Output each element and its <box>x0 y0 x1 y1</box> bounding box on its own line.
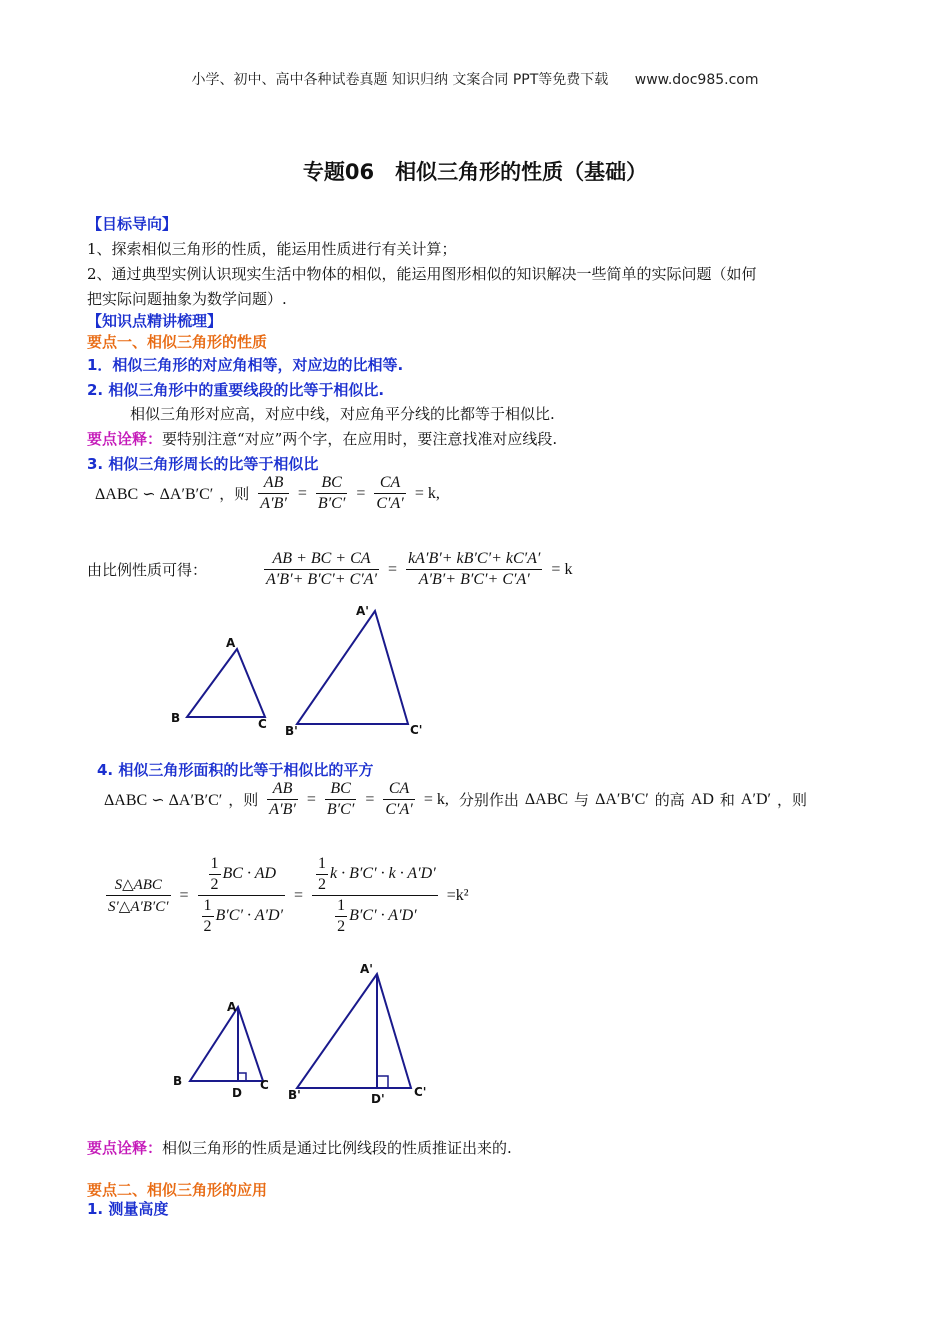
half-4 <box>335 897 347 936</box>
small-triangle-with-height <box>190 1007 263 1081</box>
label-a: A <box>226 636 236 650</box>
similar-statement: ΔABC ∽ ΔA′B′C′ <box>95 485 214 503</box>
heights-text-a: 分别作出 <box>458 791 519 809</box>
area-fraction-1-num <box>198 855 285 896</box>
half-4-num: 1 <box>335 897 347 917</box>
area-ratio <box>106 875 171 916</box>
label-a: A <box>227 1000 237 1014</box>
goal-item-2-line-2: 把实际问题抽象为数学问题）. <box>87 290 287 308</box>
by-proportion-text: 由比例性质可得： <box>87 561 208 579</box>
label-c-prime: C' <box>414 1085 427 1099</box>
half-3-num: 1 <box>316 855 328 875</box>
figure-triangles-with-heights <box>160 962 440 1107</box>
note-2-label: 要点诠释： <box>87 1139 163 1157</box>
note-1-label: 要点诠释： <box>87 430 163 448</box>
equals-sign: = <box>179 886 189 904</box>
half-1 <box>209 855 221 894</box>
heights-text-b: 与 <box>574 791 590 809</box>
goals-heading: 【目标导向】 <box>87 215 178 233</box>
ksum-num: kA′B′+ kB′C′+ kC′A′ <box>406 550 542 570</box>
ratio-formula <box>95 474 443 513</box>
equals-sign: = <box>388 560 398 578</box>
heights-text-c: 的高 <box>654 791 685 809</box>
ratio-ca-2-num: CA <box>383 780 414 800</box>
label-b-prime: B' <box>288 1088 301 1102</box>
equals-k-2: = k, <box>423 790 449 808</box>
label-a-prime: A' <box>356 604 369 618</box>
sum-ratio <box>264 550 379 589</box>
area-num: S△ABC <box>106 875 171 896</box>
equals-sign: = <box>297 484 307 502</box>
equals-sign: = <box>356 484 366 502</box>
area-formula <box>104 855 472 936</box>
point1-heading: 要点一、相似三角形的性质 <box>87 333 268 351</box>
area-fraction-1-den <box>198 896 285 936</box>
heights-tri1: ΔABC <box>524 790 569 808</box>
page-title: 专题06 相似三角形的性质（基础） <box>302 160 648 184</box>
ratio-bc-2-num: BC <box>325 780 356 800</box>
heights-h2: A′D′ <box>740 790 771 808</box>
ratio-bc <box>316 474 347 513</box>
property-4: 4. 相似三角形面积的比等于相似比的平方 <box>97 761 374 779</box>
goal-item-1: 1、探索相似三角形的性质，能运用性质进行有关计算； <box>87 240 457 258</box>
half-2 <box>202 897 214 936</box>
half-1-den: 2 <box>210 876 219 893</box>
ratio-ab-2 <box>267 780 298 819</box>
property-3: 3. 相似三角形周长的比等于相似比 <box>87 455 319 473</box>
ksum-den: A′B′+ B′C′+ C′A′ <box>418 571 530 588</box>
point2-heading: 要点二、相似三角形的应用 <box>87 1181 268 1199</box>
property-2: 2. 相似三角形中的重要线段的比等于相似比. <box>87 381 385 399</box>
half-1-num: 1 <box>209 855 221 875</box>
ratio-bc-2-den: B′C′ <box>326 801 355 818</box>
ksum-ratio <box>406 550 542 589</box>
label-d: D <box>232 1086 242 1100</box>
half-2-num: 1 <box>202 897 214 917</box>
label-c: C <box>258 717 267 731</box>
equals-sign: = <box>306 790 316 808</box>
ratio-bc-den: B′C′ <box>317 495 346 512</box>
heights-text-e: ，则 <box>777 791 808 809</box>
heights-h1: AD <box>690 790 714 808</box>
f1-num: BC · AD <box>222 865 277 883</box>
ratio-bc-num: BC <box>316 474 347 494</box>
area-ratio-statement <box>104 780 810 819</box>
label-c: C <box>260 1078 269 1092</box>
ratio-ca <box>374 474 405 513</box>
heights-tri2: ΔA′B′C′ <box>595 790 649 808</box>
half-4-den: 2 <box>337 918 346 935</box>
header-text: 小学、初中、高中各种试卷真题 知识归纳 文案合同 PPT等免费下载 <box>191 72 609 88</box>
ratio-ab <box>258 474 289 513</box>
heights-text-d: 和 <box>719 791 735 809</box>
sum-num: AB + BC + CA <box>264 550 379 570</box>
knowledge-heading: 【知识点精讲梳理】 <box>87 312 223 330</box>
area-fraction-2-num <box>312 855 438 896</box>
note-1-text: 要特别注意“对应”两个字，在应用时，要注意找准对应线段. <box>162 430 558 448</box>
note-2-text: 相似三角形的性质是通过比例线段的性质推证出来的. <box>162 1139 512 1157</box>
page-header <box>0 69 950 89</box>
similar-statement-2: ΔABC ∽ ΔA′B′C′ <box>104 791 223 809</box>
f2-den: B′C′ · A′D′ <box>349 907 417 925</box>
large-triangle-with-height <box>297 974 411 1088</box>
property-2-text: 相似三角形对应高，对应中线，对应角平分线的比都等于相似比. <box>130 405 555 423</box>
ratio-ca-num: CA <box>374 474 405 494</box>
ratio-ab-num: AB <box>258 474 289 494</box>
area-fraction-2-den <box>312 896 438 936</box>
label-d-prime: D' <box>371 1092 385 1106</box>
ratio-ca-2 <box>383 780 414 819</box>
then-text: ，则 <box>219 485 250 503</box>
equals-k-final: = k <box>551 560 573 578</box>
half-3 <box>316 855 328 894</box>
label-a-prime: A' <box>360 962 373 976</box>
label-b: B <box>173 1074 183 1088</box>
point2-sub-1: 1. 测量高度 <box>87 1200 169 1218</box>
goal-item-2-line-1: 2、通过典型实例认识现实生活中物体的相似，能运用图形相似的知识解决一些简单的实际问题（如何 <box>87 265 757 283</box>
area-result: =k² <box>446 886 469 904</box>
figure-similar-triangles <box>160 600 440 740</box>
note-2 <box>87 1137 512 1158</box>
half-2-den: 2 <box>203 918 212 935</box>
ratio-ca-den: C′A′ <box>376 495 404 512</box>
ratio-ca-2-den: C′A′ <box>385 801 413 818</box>
label-b-prime: B' <box>285 724 298 738</box>
label-c-prime: C' <box>410 723 423 737</box>
ratio-ab-den: A′B′ <box>260 495 287 512</box>
f2-num: k · B′C′ · k · A′D′ <box>330 865 436 883</box>
small-triangle <box>187 649 265 717</box>
ratio-ab-2-num: AB <box>267 780 298 800</box>
half-3-den: 2 <box>318 876 327 893</box>
area-fraction-2 <box>312 855 438 936</box>
header-url[interactable]: www.doc985.com <box>634 72 759 88</box>
perimeter-formula <box>87 550 575 589</box>
area-fraction-1 <box>198 855 285 936</box>
equals-sign: = <box>294 886 304 904</box>
label-b: B <box>171 711 181 725</box>
area-den: S′△A′B′C′ <box>108 899 169 915</box>
then-text-2: ，则 <box>228 791 259 809</box>
large-triangle <box>297 611 408 724</box>
note-1 <box>87 428 557 449</box>
large-right-angle-mark <box>377 1076 388 1088</box>
equals-sign: = <box>365 790 375 808</box>
small-right-angle-mark <box>238 1073 246 1081</box>
ratio-ab-2-den: A′B′ <box>269 801 296 818</box>
f1-den: B′C′ · A′D′ <box>215 907 284 925</box>
equals-k: = k, <box>414 484 440 502</box>
property-1: 1．相似三角形的对应角相等，对应边的比相等. <box>87 356 404 374</box>
sum-den: A′B′+ B′C′+ C′A′ <box>266 571 378 588</box>
ratio-bc-2 <box>325 780 356 819</box>
